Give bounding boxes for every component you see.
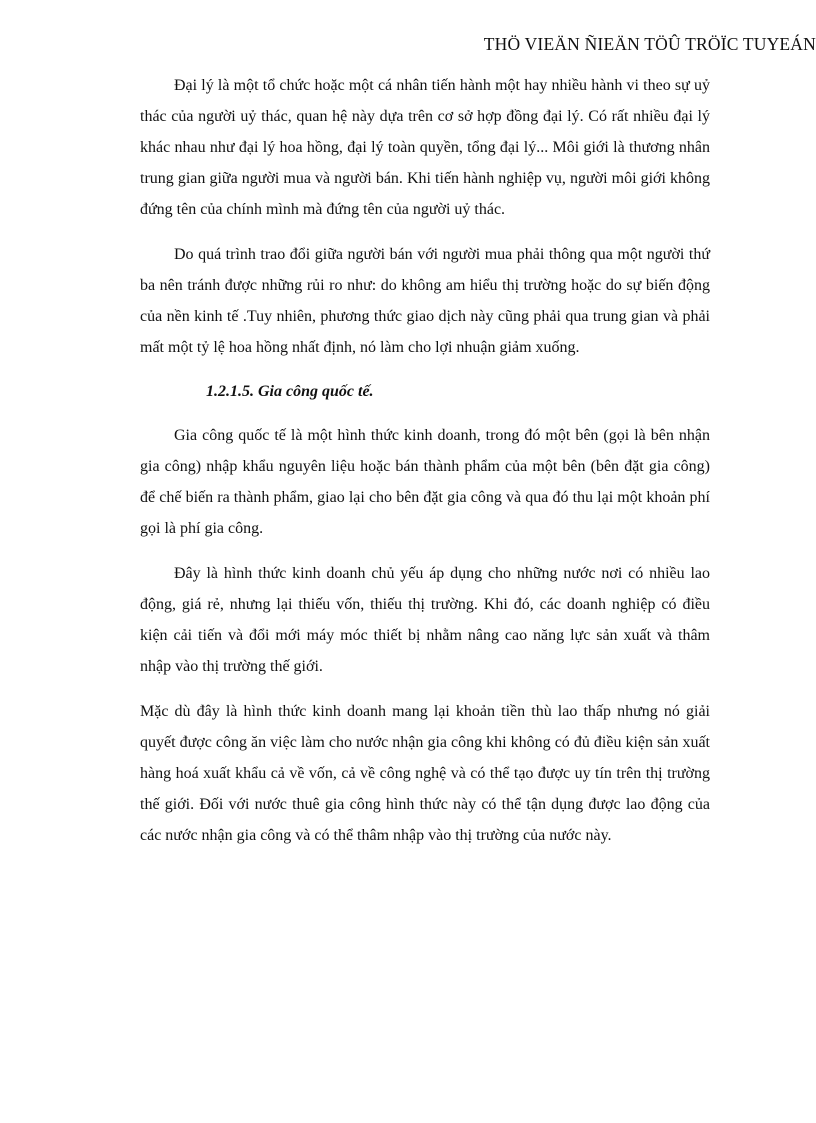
document-body [140,70,710,851]
paragraph-agency-brokerage: Đại lý là một tổ chức hoặc một cá nhân tiến hành một hay nhiều hành vi theo sự uỷ thác của người uỷ thác, quan hệ này dựa trên cơ sở hợp đồng đại lý. Có rất nhiều đại lý khác nhau như đại lý hoa hồng, đại lý toàn quyền, tổng đại lý... Môi giới là thương nhân trung gian giữa người mua và người bán. Khi tiến hành nghiệp vụ, người môi giới không đứng tên của chính mình mà đứng tên của người uỷ thác. [140,77,710,218]
paragraph-intermediary-pros-cons: Do quá trình trao đổi giữa người bán với người mua phải thông qua một người thứ ba nên tránh được những rủi ro như: do không am hiểu thị trường hoặc do sự biến động của nền kinh tế .Tuy nhiên, phương thức giao dịch này cũng phải qua trung gian và phải mất một tỷ lệ hoa hồng nhất định, nó làm cho lợi nhuận giảm xuống. [140,246,710,356]
running-header: THÖ VIEÄN ÑIEÄN TÖÛ TRÖÏC TUYEÁN [483,34,816,54]
paragraph-processing-application: Đây là hình thức kinh doanh chủ yếu áp dụng cho những nước nơi có nhiều lao động, giá rẻ, nhưng lại thiếu vốn, thiếu thị trường. Khi đó, các doanh nghiệp có điều kiện cải tiến và đổi mới máy móc thiết bị nhằm nâng cao năng lực sản xuất và thâm nhập vào thị trường thế giới. [140,565,710,675]
paragraph-processing-benefits: Mặc dù đây là hình thức kinh doanh mang lại khoản tiền thù lao thấp nhưng nó giải quyết được công ăn việc làm cho nước nhận gia công khi không có đủ điều kiện sản xuất hàng hoá xuất khẩu cả về vốn, cả về công nghệ và có thể tạo được uy tín trên thị trường thế giới. Đối với nước thuê gia công hình thức này có thể tận dụng được lao động của các nước nhận gia công và có thể thâm nhập vào thị trường của nước này. [140,703,710,844]
paragraph-processing-definition: Gia công quốc tế là một hình thức kinh doanh, trong đó một bên (gọi là bên nhận gia công) nhập khẩu nguyên liệu hoặc bán thành phẩm của một bên (bên đặt gia công) để chế biến ra thành phẩm, giao lại cho bên đặt gia công và qua đó thu lại một khoản phí gọi là phí gia công. [140,427,710,537]
section-heading: 1.2.1.5. Gia công quốc tế. [206,383,374,400]
